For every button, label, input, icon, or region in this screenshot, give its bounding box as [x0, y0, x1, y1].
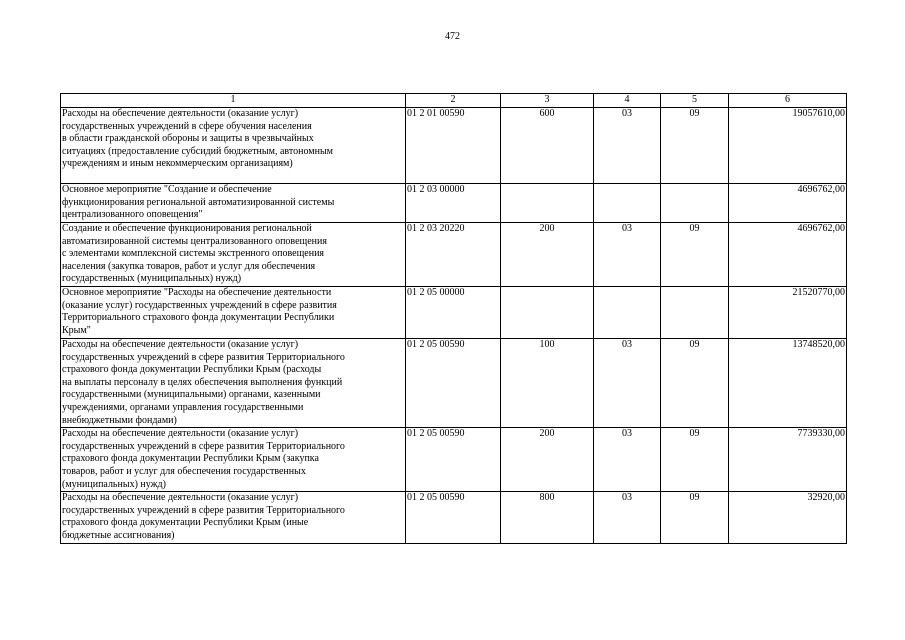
- row-description: Расходы на обеспечение деятельности (оказание услуг) государственных учреждений в сфере развития Территориального страхового фонда документации Республики Крым (иные бюджетные ассигнования): [61, 492, 406, 544]
- row-code: 01 2 03 00000: [406, 184, 501, 223]
- header-col-5: 5: [661, 94, 729, 108]
- row-col4: [594, 287, 661, 339]
- row-col5: 09: [661, 339, 729, 428]
- row-amount: 4696762,00: [729, 223, 847, 287]
- row-col3: 600: [501, 108, 594, 184]
- row-col4: 03: [594, 428, 661, 492]
- row-col3: 200: [501, 428, 594, 492]
- row-code: 01 2 03 20220: [406, 223, 501, 287]
- row-col5: 09: [661, 108, 729, 184]
- row-col5: 09: [661, 492, 729, 544]
- row-code: 01 2 05 00590: [406, 428, 501, 492]
- row-description: Расходы на обеспечение деятельности (оказание услуг) государственных учреждений в сфере развития Территориального страхового фонда документации Республики Крым (расходы на выплаты персоналу в целях обеспечения выполнения функций государственными (муниципальными) органами, казенными учреждениями, органами управления государственными внебюджетными фондами): [61, 339, 406, 428]
- row-description: Расходы на обеспечение деятельности (оказание услуг) государственных учреждений в сфере развития Территориального страхового фонда документации Республики Крым (закупка товаров, работ и услуг для обеспечения государственных (муниципальных) нужд): [61, 428, 406, 492]
- row-col3: [501, 184, 594, 223]
- row-amount: 19057610,00: [729, 108, 847, 184]
- row-description: Основное мероприятие "Расходы на обеспечение деятельности (оказание услуг) государственных учреждений в сфере развития Территориального страхового фонда документации Республики Крым": [61, 287, 406, 339]
- row-description: Расходы на обеспечение деятельности (оказание услуг) государственных учреждений в сфере обучения населения в области гражданской обороны и защиты в чрезвычайных ситуациях (предоставление субсидий бюджетным, автономным учреждениям и иным некоммерческим организациям): [61, 108, 406, 184]
- row-col3: 200: [501, 223, 594, 287]
- row-col4: 03: [594, 223, 661, 287]
- row-code: 01 2 05 00000: [406, 287, 501, 339]
- header-col-3: 3: [501, 94, 594, 108]
- table-row: [61, 428, 847, 492]
- row-col5: [661, 287, 729, 339]
- header-col-1: 1: [61, 94, 406, 108]
- row-col4: 03: [594, 108, 661, 184]
- table-row: [61, 108, 847, 184]
- header-col-2: 2: [406, 94, 501, 108]
- row-amount: 21520770,00: [729, 287, 847, 339]
- row-amount: 13748520,00: [729, 339, 847, 428]
- row-col4: 03: [594, 339, 661, 428]
- row-code: 01 2 05 00590: [406, 492, 501, 544]
- row-col5: 09: [661, 223, 729, 287]
- row-col4: [594, 184, 661, 223]
- table-row: [61, 184, 847, 223]
- row-col3: 800: [501, 492, 594, 544]
- table-row: [61, 339, 847, 428]
- budget-table: [60, 93, 847, 544]
- row-code: 01 2 01 00590: [406, 108, 501, 184]
- table-row: [61, 223, 847, 287]
- row-amount: 7739330,00: [729, 428, 847, 492]
- table-row: [61, 492, 847, 544]
- row-description: Создание и обеспечение функционирования региональной автоматизированной системы централизованного оповещения с элементами комплексной системы экстренного оповещения населения (закупка товаров, работ и услуг для обеспечения государственных (муниципальных) нужд): [61, 223, 406, 287]
- row-description: Основное мероприятие "Создание и обеспечение функционирования региональной автоматизированной системы централизованного оповещения": [61, 184, 406, 223]
- row-amount: 4696762,00: [729, 184, 847, 223]
- table-body: [61, 108, 847, 544]
- row-code: 01 2 05 00590: [406, 339, 501, 428]
- table-header-row: [61, 94, 847, 108]
- header-col-4: 4: [594, 94, 661, 108]
- row-col3: 100: [501, 339, 594, 428]
- row-col3: [501, 287, 594, 339]
- row-col5: 09: [661, 428, 729, 492]
- header-col-6: 6: [729, 94, 847, 108]
- page-number: 472: [445, 31, 460, 42]
- row-col4: 03: [594, 492, 661, 544]
- table-row: [61, 287, 847, 339]
- row-col5: [661, 184, 729, 223]
- row-amount: 32920,00: [729, 492, 847, 544]
